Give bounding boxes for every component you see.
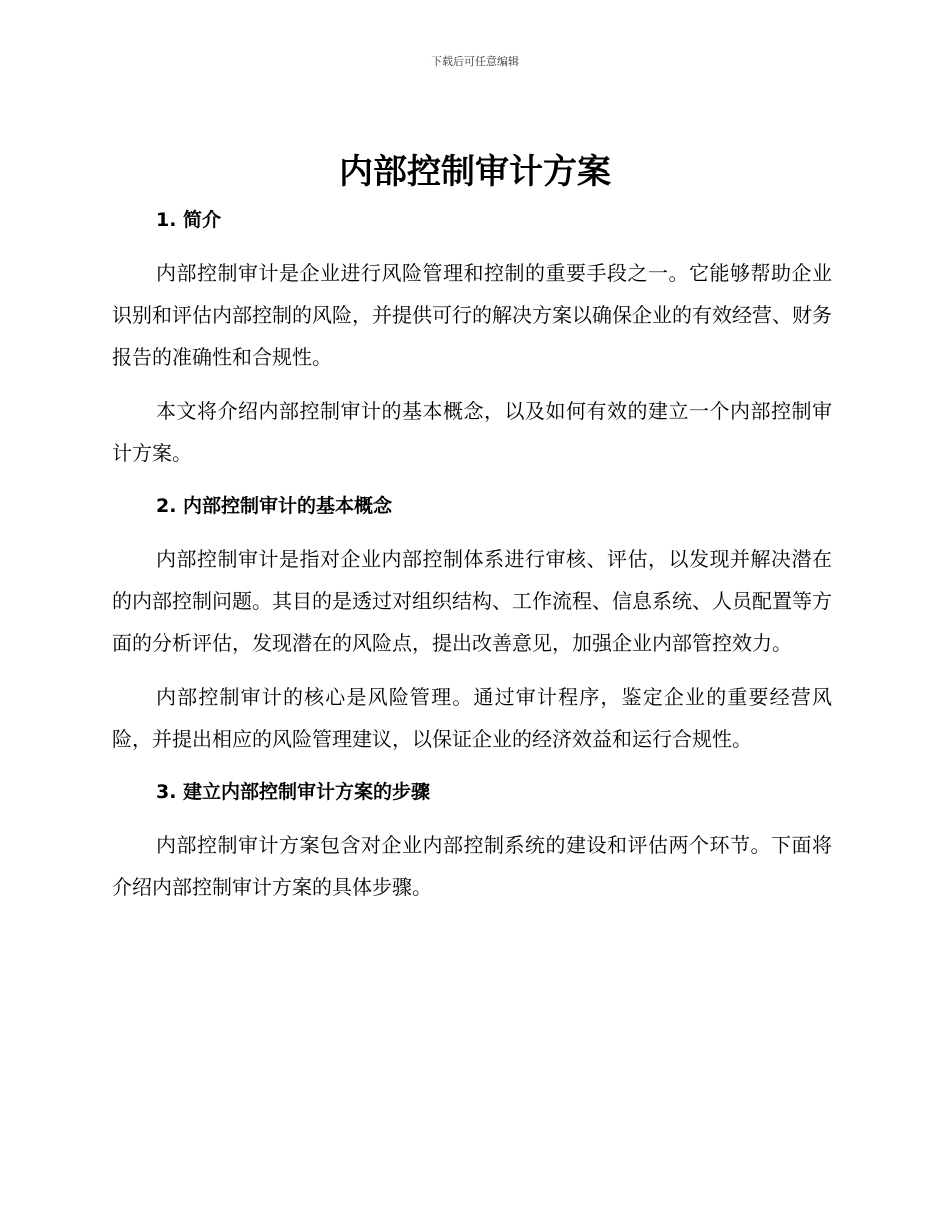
section-heading: 1. 简介 <box>156 209 222 231</box>
section-steps <box>112 772 832 908</box>
paragraph: 内部控制审计是指对企业内部控制体系进行审核、评估，以发现并解决潜在的内部控制问题。其目的是透过对组织结构、工作流程、信息系统、人员配置等方面的分析评估，发现潜在的风险点，提出改善意见，加强企业内部管控效力。 <box>112 547 832 655</box>
document-body <box>112 200 832 908</box>
paragraph: 本文将介绍内部控制审计的基本概念，以及如何有效的建立一个内部控制审计方案。 <box>112 399 832 465</box>
document-title: 内部控制审计方案 <box>339 152 611 192</box>
paragraph: 内部控制审计是企业进行风险管理和控制的重要手段之一。它能够帮助企业识别和评估内部控制的风险，并提供可行的解决方案以确保企业的有效经营、财务报告的准确性和合规性。 <box>112 261 832 369</box>
paragraph: 内部控制审计的核心是风险管理。通过审计程序，鉴定企业的重要经营风险，并提出相应的风险管理建议，以保证企业的经济效益和运行合规性。 <box>112 685 832 751</box>
paragraph: 内部控制审计方案包含对企业内部控制系统的建设和评估两个环节。下面将介绍内部控制审计方案的具体步骤。 <box>112 833 832 899</box>
section-heading: 2. 内部控制审计的基本概念 <box>156 495 393 517</box>
header-note: 下载后可任意编辑 <box>431 55 519 68</box>
section-heading: 3. 建立内部控制审计方案的步骤 <box>156 781 431 803</box>
section-intro <box>112 200 832 474</box>
section-basic-concepts <box>112 486 832 760</box>
